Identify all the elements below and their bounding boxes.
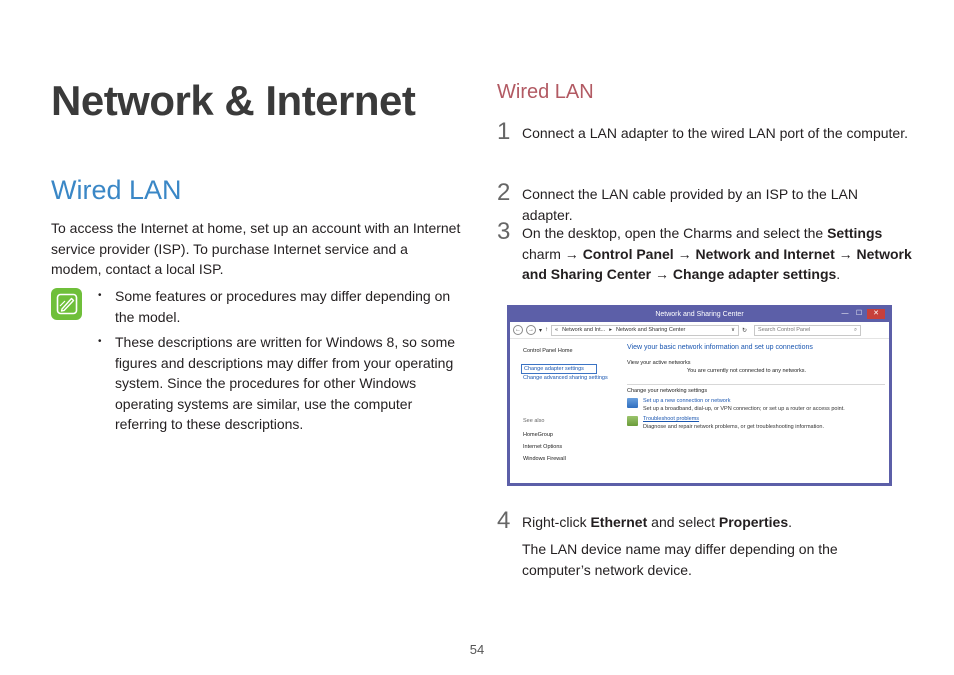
settings-term: Settings (827, 225, 883, 241)
text-run: → (651, 266, 673, 282)
sidebar-item-internet-options[interactable]: Internet Options (523, 443, 563, 450)
adapter-settings-term: Change adapter settings (672, 266, 837, 282)
window-body (510, 322, 889, 483)
sidebar-item-home[interactable]: Control Panel Home (523, 348, 573, 354)
breadcrumb[interactable] (551, 325, 739, 336)
bullet: • (98, 290, 102, 301)
step-3 (497, 218, 912, 285)
control-panel-term: Control Panel (582, 245, 674, 262)
close-icon[interactable]: ✕ (867, 309, 885, 319)
notes-list (98, 286, 458, 440)
see-also-label: See also (523, 417, 545, 424)
breadcrumb-sharing-center[interactable]: Network and Sharing Center (615, 327, 686, 333)
network-internet-term: Network and Internet (695, 245, 835, 262)
sharing-center-term: Network and Sharing Center (522, 245, 912, 282)
change-settings-label: Change your networking settings (627, 388, 708, 394)
setup-connection-row (627, 398, 885, 412)
refresh-icon[interactable]: ↻ (742, 327, 748, 334)
search-icon[interactable]: ⌕ (853, 326, 858, 333)
path-dropdown-icon[interactable]: ∨ (730, 327, 736, 333)
sidebar-item-windows-firewall[interactable]: Windows Firewall (523, 455, 566, 462)
text-run: . (788, 514, 793, 530)
note-text: Some features or procedures may differ depending on the model. (115, 288, 451, 325)
search-input[interactable] (754, 325, 861, 336)
note-item (98, 332, 458, 435)
step-number: 1 (497, 118, 511, 145)
sidebar (523, 348, 618, 465)
troubleshoot-link[interactable]: Troubleshoot problems (643, 416, 700, 422)
step-number: 2 (497, 179, 511, 206)
sidebar-item-homegroup[interactable]: HomeGroup (523, 431, 553, 438)
back-arrow-icon[interactable]: ← (515, 327, 521, 333)
text-run: On the desktop, open the Charms and select the (522, 225, 828, 241)
text-run: Right-click (522, 514, 591, 530)
forward-arrow-icon[interactable]: → (528, 327, 534, 333)
text-run: charm → (522, 245, 583, 262)
sidebar-item-advanced-sharing[interactable]: Change advanced sharing settings (523, 375, 608, 381)
section-heading-left: Wired LAN (51, 175, 182, 205)
page-number: 54 (469, 642, 485, 657)
ethernet-term: Ethernet (590, 514, 648, 530)
section-heading-right: Wired LAN (497, 81, 594, 103)
step-number: 3 (497, 218, 511, 245)
setup-connection-desc: Set up a broadband, dial-up, or VPN connection; or set up a router or access point. (643, 406, 845, 412)
text-run: → (673, 245, 696, 262)
network-setup-icon (627, 398, 638, 408)
step-text: Connect a LAN adapter to the wired LAN port of the computer. (522, 125, 908, 141)
properties-term: Properties (718, 514, 789, 530)
search-placeholder: Search Control Panel (758, 327, 811, 333)
troubleshoot-icon (627, 416, 638, 426)
recent-dropdown-icon[interactable]: ▾ (539, 327, 543, 334)
up-arrow-icon[interactable]: ↑ (545, 327, 549, 333)
step-4 (497, 507, 912, 534)
step-4-note: The LAN device name may differ depending on the computer’s network device. (522, 541, 838, 578)
text-run: . (836, 266, 841, 282)
window-controls (839, 309, 885, 319)
setup-connection-link[interactable]: Set up a new connection or network (643, 398, 731, 404)
main-heading: View your basic network information and set up connections (627, 344, 813, 351)
network-sharing-window (507, 305, 892, 486)
breadcrumb-sep: « (555, 327, 559, 333)
window-title: Network and Sharing Center (655, 311, 744, 318)
step-number: 4 (497, 507, 511, 534)
note-pencil-icon (51, 288, 82, 320)
note-text: These descriptions are written for Windows 8, so some figures and descriptions may differ from your operating system. Since the procedures for other Windows operating systems are similar, use the computer referring to these descriptions. (115, 334, 456, 432)
active-networks-label: View your active networks (627, 360, 691, 366)
breadcrumb-network-internet[interactable]: Network and Int... (562, 327, 606, 333)
bullet: • (98, 336, 102, 347)
maximize-icon[interactable]: ☐ (855, 310, 863, 317)
step-text (522, 512, 912, 533)
address-bar (510, 322, 889, 339)
page-title: Network & Internet (51, 77, 416, 124)
window-titlebar (510, 308, 889, 322)
intro-paragraph: To access the Internet at home, set up an account with an Internet service provider (ISP). To purchase Internet service and a modem, contact a local ISP. (51, 220, 461, 277)
text-run: and select (647, 514, 719, 530)
step-1 (497, 118, 912, 145)
note-item (98, 286, 458, 327)
sidebar-item-change-adapter[interactable]: Change adapter settings (521, 364, 597, 374)
troubleshoot-desc: Diagnose and repair network problems, or get troubleshooting information. (643, 424, 824, 430)
step-2 (497, 179, 912, 225)
divider (627, 384, 885, 385)
step-text (522, 223, 912, 285)
step-text: Connect the LAN cable provided by an ISP to the LAN adapter. (522, 186, 858, 223)
troubleshoot-row (627, 416, 885, 430)
text-run: → (834, 245, 857, 262)
minimize-icon[interactable]: — (841, 310, 849, 317)
not-connected-text: You are currently not connected to any networks. (687, 368, 807, 374)
main-panel (627, 344, 885, 430)
breadcrumb-arrow-icon: ▸ (609, 327, 612, 333)
